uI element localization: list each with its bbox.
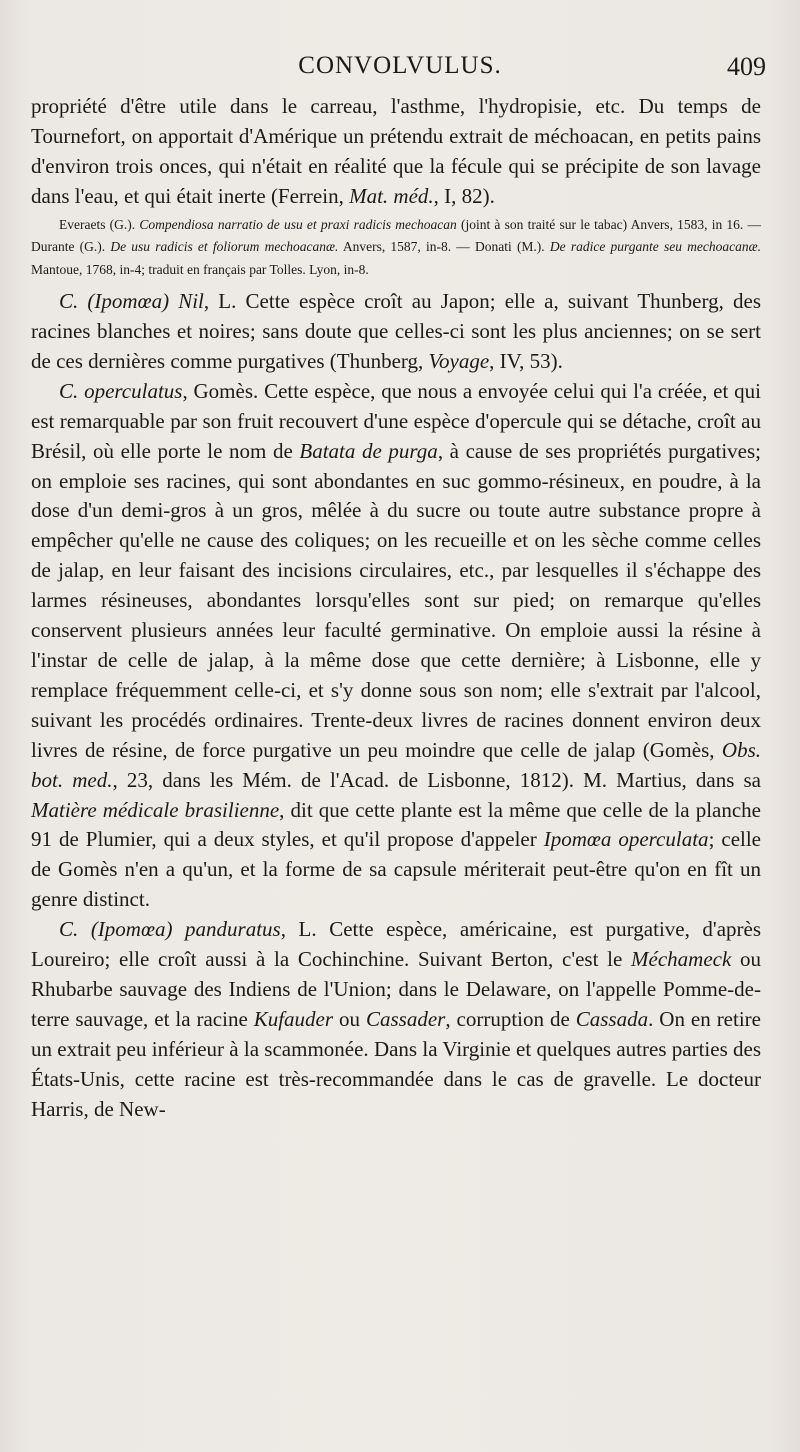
text-run: , à cause de ses propriétés purgatives; on emploie ses racines, qui sont abondantes en suc gommo-résineux, en poudre, à la dose d'un demi-gros à un gros, mêlée à du sucre ou toute autre substance propre à empêcher qu'elle ne cause des coliques; on les recueille et on les sèche comme celles de jalap, en leur faisant des incisions circulaires, etc., par lesquelles il s'échappe des larmes résineuses, abondantes lorsqu'elles sont sur pied; on remarque qu'elles conservent plusieurs années leur faculté germinative. On emploie aussi la résine à l'instar de celle de jalap, à la même dose que cette dernière; à Lisbonne, elle y remplace fréquemment celle-ci, et s'y donne sous son nom; elle s'extrait par l'alcool, suivant les procédés ordinaires. Trente-deux livres de racines donnent environ deux livres de résine, de force purgative un peu moindre que celle de jalap (Gomès, <box>31 438 762 762</box>
bibliography-note <box>31 214 761 282</box>
paragraph-operculatus <box>31 377 761 915</box>
text-run: , IV, 53). <box>489 348 563 373</box>
text-run: propriété d'être utile dans le carreau, l'asthme, l'hydropisie, etc. Du temps de Tournefort, on apportait d'Amérique un prétendu extrait de méchoacan, en petits pains d'environ trois onces, qui n'était en réalité que la fécule qui se précipite de son lavage dans l'eau, et qui était inerte (Ferrein, <box>31 94 761 208</box>
text-run: ; celle de Gomès n'en a qu'un, et la forme de sa capsule mériterait peut-être qu'on en fît un genre distinct. <box>31 827 762 912</box>
text-run: (joint à son traité sur le tabac) Anvers, 1583, in 16. — Durante (G.). <box>31 216 761 255</box>
italic-run: Kufauder <box>253 1006 334 1031</box>
bibliography-line <box>31 214 761 282</box>
italic-run: Batata de purga <box>299 438 438 463</box>
running-title: CONVOLVULUS. <box>298 52 502 79</box>
text-run: , corruption de <box>445 1006 576 1031</box>
italic-run: De usu radicis et foliorum mechoacanæ. <box>110 239 339 255</box>
text-run: , L. Cette espèce croît au Japon; elle a, suivant Thunberg, des racines blanches et noires; sans doute que celles-ci sont les plus anciennes; on se sert de ces dernières comme purgatives (Thunberg, <box>31 289 761 373</box>
italic-run: Compendiosa narratio de usu et praxi radicis mechoacan <box>139 216 457 232</box>
text-run: Anvers, 1587, in-8. — Donati (M.). <box>338 239 550 255</box>
paragraph-nil <box>31 287 761 377</box>
species-label: C. (Ipomœa) panduratus <box>59 917 281 942</box>
italic-run: Cassada <box>575 1006 649 1031</box>
italic-run: De radice purgante seu mechoacanæ. <box>549 239 761 255</box>
italic-run: Voyage <box>428 348 490 373</box>
italic-run: Méchameck <box>631 947 732 972</box>
text-run: , L. Cette espèce, américaine, est purgative, d'après Loureiro; elle croît aussi à la Cochinchine. Suivant Berton, c'est le <box>31 917 762 972</box>
text-run: , dit que cette plante est la même que celle de la planche 91 de Plumier, qui a deux styles, et qu'il propose d'appeler <box>31 797 761 852</box>
italic-run: Matière médicale brasilienne <box>31 797 280 822</box>
body-text <box>31 92 761 1125</box>
page-number: 409 <box>727 52 766 81</box>
species-label: C. (Ipomœa) Nil <box>59 289 204 314</box>
italic-run: Ipomœa operculata <box>543 827 709 852</box>
species-label: C. operculatus <box>59 378 183 403</box>
italic-run: Cassader <box>365 1006 446 1031</box>
text-run: , I, 82). <box>433 183 495 208</box>
text-run: ou Rhubarbe sauvage des Indiens de l'Union; dans le Delaware, on l'appelle Pomme-de-terre sauvage, et la racine <box>31 947 761 1031</box>
text-run: Mantoue, 1768, in-4; traduit en français par Tolles. Lyon, in-8. <box>31 261 369 277</box>
paragraph-panduratus <box>31 915 761 1124</box>
text-run: . On en retire un extrait peu inférieur à la scammonée. Dans la Virginie et quelques autres parties des États-Unis, cette racine est très-recommandée dans le cas de gravelle. Le docteur Harris, de New- <box>31 1006 761 1121</box>
page-header <box>0 52 800 86</box>
text-run: , Gomès. Cette espèce, que nous a envoyée celui qui l'a créée, et qui est remarquable par son fruit recouvert d'une espèce d'opercule qui se détache, croît au Brésil, où elle porte le nom de <box>31 378 761 463</box>
italic-run: Mat. méd. <box>349 183 434 208</box>
text-run: ou <box>333 1006 366 1031</box>
text-run: Everaets (G.). <box>59 216 140 232</box>
italic-run: Obs. bot. med. <box>31 737 761 792</box>
text-run: , 23, dans les Mém. de l'Acad. de Lisbonne, 1812). M. Martius, dans sa <box>112 767 761 792</box>
paragraph-continuation <box>31 92 761 212</box>
